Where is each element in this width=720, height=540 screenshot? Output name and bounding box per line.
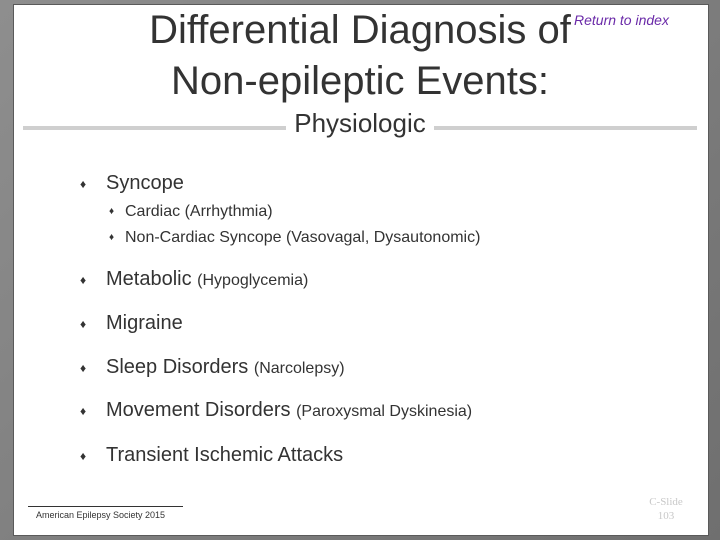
bullet-text: Metabolic <box>106 268 192 290</box>
bullet-icon: ♦ <box>80 404 87 418</box>
bullet-text: Movement Disorders <box>106 399 291 421</box>
bullet-icon: ♦ <box>80 449 87 463</box>
footer-credit: American Epilepsy Society 2015 <box>36 510 166 520</box>
bullet-text: Sleep Disorders <box>106 356 249 378</box>
bullet-detail: (Narcolepsy) <box>253 360 345 377</box>
slide-number <box>640 495 692 523</box>
footer-divider <box>28 506 183 507</box>
bullet-item <box>80 312 183 335</box>
bullet-icon: ♦ <box>109 206 115 217</box>
bullet-item <box>80 444 344 467</box>
bullet-text: Syncope <box>106 172 184 194</box>
bullet-detail: (Paroxysmal Dyskinesia) <box>296 403 473 420</box>
slide-subtitle <box>0 108 720 139</box>
bullet-text: Migraine <box>106 312 183 334</box>
bullet-item <box>80 356 345 379</box>
title-line-1: Differential Diagnosis of <box>149 8 571 52</box>
slide-number-value: 103 <box>657 510 675 522</box>
bullet-item <box>80 399 473 422</box>
bullet-icon: ♦ <box>80 177 87 191</box>
bullet-icon: ♦ <box>80 273 87 287</box>
sub-bullet-item <box>109 203 273 221</box>
bullet-item <box>80 268 309 291</box>
bullet-text: Transient Ischemic Attacks <box>106 444 344 466</box>
bullet-text: Non-Cardiac Syncope (Vasovagal, Dysautonomic) <box>125 229 481 246</box>
bullet-item <box>80 172 184 195</box>
bullet-icon: ♦ <box>80 361 87 375</box>
bullet-icon: ♦ <box>80 317 87 331</box>
bullet-text: Cardiac (Arrhythmia) <box>125 203 273 220</box>
bullet-icon: ♦ <box>109 232 115 243</box>
sub-bullet-item <box>109 229 481 247</box>
subtitle-text: Physiologic <box>286 108 434 138</box>
slide-label: C-Slide <box>649 496 683 508</box>
bullet-detail: (Hypoglycemia) <box>197 272 309 289</box>
title-line-2: Non-epileptic Events: <box>171 59 549 103</box>
return-to-index-link[interactable]: Return to index <box>574 12 669 28</box>
